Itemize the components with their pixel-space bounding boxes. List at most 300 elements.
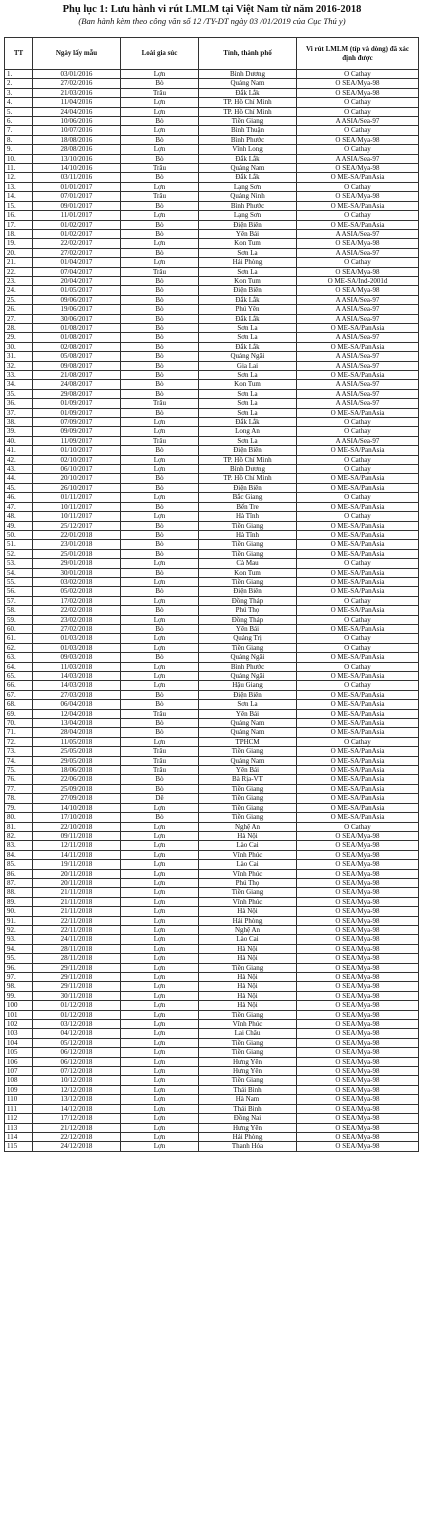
- cell-species: Lợn: [121, 737, 199, 746]
- cell-sample-date: 09/06/2017: [33, 295, 121, 304]
- cell-province: Tiền Giang: [199, 1076, 297, 1085]
- cell-species: Bò: [121, 530, 199, 539]
- cell-virus-type: O ME-SA/PanAsia: [297, 719, 419, 728]
- cell-province: Bình Phước: [199, 135, 297, 144]
- cell-row-number: 19.: [5, 239, 33, 248]
- table-row: [5, 935, 419, 944]
- cell-species: Trâu: [121, 747, 199, 756]
- cell-row-number: 23.: [5, 276, 33, 285]
- cell-sample-date: 27/09/2018: [33, 794, 121, 803]
- table-row: [5, 700, 419, 709]
- cell-virus-type: O SEA/Mya-98: [297, 1085, 419, 1094]
- cell-row-number: 4.: [5, 98, 33, 107]
- cell-sample-date: 20/11/2018: [33, 878, 121, 887]
- cell-virus-type: O SEA/Mya-98: [297, 1104, 419, 1113]
- cell-row-number: 7.: [5, 126, 33, 135]
- cell-sample-date: 29/11/2018: [33, 963, 121, 972]
- cell-species: Lợn: [121, 643, 199, 652]
- cell-row-number: 83.: [5, 841, 33, 850]
- cell-row-number: 27.: [5, 314, 33, 323]
- cell-province: Sơn La: [199, 389, 297, 398]
- cell-row-number: 101: [5, 1010, 33, 1019]
- table-row: [5, 276, 419, 285]
- cell-species: Trâu: [121, 709, 199, 718]
- cell-virus-type: A ASIA/Sea-97: [297, 117, 419, 126]
- table-row: [5, 587, 419, 596]
- cell-sample-date: 06/12/2018: [33, 1048, 121, 1057]
- cell-sample-date: 29/05/2018: [33, 756, 121, 765]
- cell-virus-type: A ASIA/Sea-97: [297, 305, 419, 314]
- cell-row-number: 16.: [5, 211, 33, 220]
- cell-row-number: 6.: [5, 117, 33, 126]
- cell-sample-date: 28/08/2016: [33, 145, 121, 154]
- cell-province: Hậu Giang: [199, 681, 297, 690]
- cell-species: Lợn: [121, 963, 199, 972]
- cell-sample-date: 02/08/2017: [33, 342, 121, 351]
- table-row: [5, 860, 419, 869]
- cell-sample-date: 07/04/2017: [33, 267, 121, 276]
- cell-row-number: 8.: [5, 135, 33, 144]
- cell-row-number: 33.: [5, 371, 33, 380]
- cell-sample-date: 14/12/2018: [33, 1104, 121, 1113]
- cell-province: Hải Phòng: [199, 1132, 297, 1141]
- cell-province: Đắk Lắk: [199, 418, 297, 427]
- cell-row-number: 21.: [5, 258, 33, 267]
- cell-sample-date: 10/06/2016: [33, 117, 121, 126]
- cell-virus-type: O ME-SA/PanAsia: [297, 521, 419, 530]
- cell-species: Lợn: [121, 672, 199, 681]
- cell-virus-type: A ASIA/Sea-97: [297, 361, 419, 370]
- table-row: [5, 850, 419, 859]
- cell-species: Bò: [121, 784, 199, 793]
- table-row: [5, 145, 419, 154]
- cell-province: Hà Nội: [199, 991, 297, 1000]
- cell-sample-date: 18/08/2016: [33, 135, 121, 144]
- cell-row-number: 109: [5, 1085, 33, 1094]
- cell-virus-type: O Cathay: [297, 107, 419, 116]
- cell-row-number: 72.: [5, 737, 33, 746]
- cell-virus-type: O SEA/Mya-98: [297, 925, 419, 934]
- cell-row-number: 112: [5, 1114, 33, 1123]
- cell-province: Bắc Giang: [199, 493, 297, 502]
- cell-sample-date: 26/10/2017: [33, 483, 121, 492]
- cell-province: Quảng Nam: [199, 79, 297, 88]
- cell-species: Bò: [121, 314, 199, 323]
- cell-row-number: 71.: [5, 728, 33, 737]
- table-row: [5, 1132, 419, 1141]
- cell-virus-type: A ASIA/Sea-97: [297, 399, 419, 408]
- table-row: [5, 822, 419, 831]
- cell-province: Sơn La: [199, 248, 297, 257]
- cell-province: Bà Rịa-VT: [199, 775, 297, 784]
- cell-species: Lợn: [121, 831, 199, 840]
- cell-species: Lợn: [121, 878, 199, 887]
- cell-sample-date: 22/12/2018: [33, 1132, 121, 1141]
- cell-row-number: 29.: [5, 333, 33, 342]
- table-row: [5, 841, 419, 850]
- cell-row-number: 82.: [5, 831, 33, 840]
- cell-species: Trâu: [121, 756, 199, 765]
- cell-sample-date: 10/12/2018: [33, 1076, 121, 1085]
- cell-row-number: 99.: [5, 991, 33, 1000]
- cell-species: Bò: [121, 295, 199, 304]
- cell-row-number: 9.: [5, 145, 33, 154]
- cell-virus-type: A ASIA/Sea-97: [297, 333, 419, 342]
- table-row: [5, 1001, 419, 1010]
- cell-species: Trâu: [121, 436, 199, 445]
- cell-virus-type: A ASIA/Sea-97: [297, 389, 419, 398]
- cell-species: Lợn: [121, 1123, 199, 1132]
- table-row: [5, 643, 419, 652]
- cell-row-number: 100: [5, 1001, 33, 1010]
- cell-province: Sơn La: [199, 399, 297, 408]
- table-row: [5, 973, 419, 982]
- cell-virus-type: O Cathay: [297, 465, 419, 474]
- cell-virus-type: O SEA/Mya-98: [297, 935, 419, 944]
- cell-virus-type: O SEA/Mya-98: [297, 1020, 419, 1029]
- cell-sample-date: 11/04/2016: [33, 98, 121, 107]
- cell-sample-date: 21/11/2018: [33, 907, 121, 916]
- cell-virus-type: O ME-SA/PanAsia: [297, 794, 419, 803]
- cell-row-number: 65.: [5, 672, 33, 681]
- table-row: [5, 1123, 419, 1132]
- cell-virus-type: A ASIA/Sea-97: [297, 352, 419, 361]
- cell-province: Sơn La: [199, 323, 297, 332]
- cell-province: Vĩnh Phúc: [199, 869, 297, 878]
- cell-virus-type: O Cathay: [297, 643, 419, 652]
- cell-sample-date: 22/11/2018: [33, 925, 121, 934]
- cell-row-number: 18.: [5, 229, 33, 238]
- table-row: [5, 963, 419, 972]
- cell-province: Tiền Giang: [199, 813, 297, 822]
- cell-row-number: 60.: [5, 624, 33, 633]
- table-row: [5, 954, 419, 963]
- cell-row-number: 92.: [5, 925, 33, 934]
- cell-province: Sơn La: [199, 267, 297, 276]
- cell-province: Hưng Yên: [199, 1123, 297, 1132]
- cell-row-number: 44.: [5, 474, 33, 483]
- header-virus-type: Vi rút LMLM (típ và dòng) đã xác định được: [297, 38, 419, 70]
- cell-province: Hà Nam: [199, 1095, 297, 1104]
- table-row: [5, 427, 419, 436]
- cell-province: Bình Thuận: [199, 126, 297, 135]
- cell-row-number: 87.: [5, 878, 33, 887]
- cell-province: Quảng Ngãi: [199, 653, 297, 662]
- cell-species: Bò: [121, 117, 199, 126]
- cell-row-number: 3.: [5, 88, 33, 97]
- cell-species: Lợn: [121, 455, 199, 464]
- cell-virus-type: O SEA/Mya-98: [297, 907, 419, 916]
- table-row: [5, 794, 419, 803]
- table-row: [5, 672, 419, 681]
- cell-row-number: 113: [5, 1123, 33, 1132]
- cell-province: Sơn La: [199, 371, 297, 380]
- cell-species: Bò: [121, 813, 199, 822]
- cell-virus-type: O SEA/Mya-98: [297, 850, 419, 859]
- cell-sample-date: 01/02/2017: [33, 220, 121, 229]
- cell-virus-type: O SEA/Mya-98: [297, 1114, 419, 1123]
- table-row: [5, 1142, 419, 1151]
- cell-species: Lợn: [121, 126, 199, 135]
- cell-sample-date: 09/01/2017: [33, 201, 121, 210]
- cell-virus-type: O SEA/Mya-98: [297, 878, 419, 887]
- cell-row-number: 14.: [5, 192, 33, 201]
- table-row: [5, 690, 419, 699]
- cell-species: Lợn: [121, 925, 199, 934]
- cell-virus-type: O SEA/Mya-98: [297, 982, 419, 991]
- cell-province: Đồng Tháp: [199, 615, 297, 624]
- cell-virus-type: O SEA/Mya-98: [297, 1038, 419, 1047]
- cell-sample-date: 09/09/2017: [33, 427, 121, 436]
- cell-species: Lợn: [121, 1038, 199, 1047]
- cell-row-number: 41.: [5, 446, 33, 455]
- cell-province: Tiền Giang: [199, 747, 297, 756]
- cell-row-number: 40.: [5, 436, 33, 445]
- cell-sample-date: 14/10/2016: [33, 164, 121, 173]
- cell-species: Lợn: [121, 1020, 199, 1029]
- cell-province: Hưng Yên: [199, 1057, 297, 1066]
- cell-species: Lợn: [121, 98, 199, 107]
- cell-virus-type: O Cathay: [297, 418, 419, 427]
- cell-row-number: 11.: [5, 164, 33, 173]
- cell-virus-type: O Cathay: [297, 258, 419, 267]
- cell-species: Dê: [121, 794, 199, 803]
- table-row: [5, 399, 419, 408]
- cell-sample-date: 20/10/2017: [33, 474, 121, 483]
- cell-virus-type: O ME-SA/PanAsia: [297, 201, 419, 210]
- table-row: [5, 916, 419, 925]
- cell-sample-date: 01/03/2018: [33, 643, 121, 652]
- cell-row-number: 17.: [5, 220, 33, 229]
- cell-province: Sơn La: [199, 700, 297, 709]
- cell-sample-date: 24/11/2018: [33, 935, 121, 944]
- cell-sample-date: 14/03/2018: [33, 672, 121, 681]
- cell-province: Gia Lai: [199, 361, 297, 370]
- cell-virus-type: O ME-SA/PanAsia: [297, 775, 419, 784]
- cell-province: Bình Phước: [199, 201, 297, 210]
- cell-species: Bò: [121, 220, 199, 229]
- cell-sample-date: 21/03/2016: [33, 88, 121, 97]
- cell-sample-date: 07/01/2017: [33, 192, 121, 201]
- cell-province: Điện Biên: [199, 286, 297, 295]
- cell-province: Lạng Sơn: [199, 211, 297, 220]
- cell-province: Phú Thọ: [199, 878, 297, 887]
- cell-species: Bò: [121, 653, 199, 662]
- cell-province: Sơn La: [199, 333, 297, 342]
- cell-virus-type: O Cathay: [297, 493, 419, 502]
- cell-row-number: 115: [5, 1142, 33, 1151]
- cell-species: Bò: [121, 690, 199, 699]
- cell-species: Lợn: [121, 991, 199, 1000]
- cell-sample-date: 22/11/2018: [33, 916, 121, 925]
- cell-species: Lợn: [121, 615, 199, 624]
- cell-virus-type: O ME-SA/PanAsia: [297, 624, 419, 633]
- cell-province: Quảng Nam: [199, 164, 297, 173]
- cell-virus-type: O Cathay: [297, 126, 419, 135]
- table-row: [5, 295, 419, 304]
- cell-row-number: 49.: [5, 521, 33, 530]
- cell-species: Lợn: [121, 803, 199, 812]
- cell-virus-type: O SEA/Mya-98: [297, 973, 419, 982]
- cell-province: Vĩnh Phúc: [199, 850, 297, 859]
- cell-species: Bò: [121, 700, 199, 709]
- cell-species: Lợn: [121, 916, 199, 925]
- cell-sample-date: 04/12/2018: [33, 1029, 121, 1038]
- cell-province: Thái Bình: [199, 1085, 297, 1094]
- cell-province: Tiền Giang: [199, 117, 297, 126]
- cell-virus-type: O Cathay: [297, 615, 419, 624]
- cell-row-number: 66.: [5, 681, 33, 690]
- header-sample-date: Ngày lấy mẫu: [33, 38, 121, 70]
- table-row: [5, 1076, 419, 1085]
- cell-row-number: 63.: [5, 653, 33, 662]
- cell-species: Lợn: [121, 954, 199, 963]
- table-row: [5, 831, 419, 840]
- cell-virus-type: O SEA/Mya-98: [297, 1095, 419, 1104]
- cell-row-number: 103: [5, 1029, 33, 1038]
- document-subtitle: (Ban hành kèm theo công văn số 12 /TY-DT ngày 03 /01/2019 của Cục Thú y): [78, 16, 346, 26]
- cell-species: Lợn: [121, 493, 199, 502]
- cell-virus-type: O Cathay: [297, 70, 419, 79]
- cell-species: Lợn: [121, 850, 199, 859]
- cell-province: Kon Tum: [199, 276, 297, 285]
- cell-species: Bò: [121, 248, 199, 257]
- table-row: [5, 888, 419, 897]
- table-row: [5, 229, 419, 238]
- cell-sample-date: 28/11/2018: [33, 944, 121, 953]
- cell-virus-type: O SEA/Mya-98: [297, 88, 419, 97]
- cell-species: Bò: [121, 154, 199, 163]
- cell-species: Lợn: [121, 822, 199, 831]
- cell-sample-date: 05/02/2018: [33, 587, 121, 596]
- cell-sample-date: 12/12/2018: [33, 1085, 121, 1094]
- cell-province: Điện Biên: [199, 483, 297, 492]
- cell-species: Trâu: [121, 192, 199, 201]
- table-row: [5, 107, 419, 116]
- cell-virus-type: O Cathay: [297, 512, 419, 521]
- cell-species: Bò: [121, 333, 199, 342]
- cell-virus-type: O SEA/Mya-98: [297, 267, 419, 276]
- cell-sample-date: 21/12/2018: [33, 1123, 121, 1132]
- cell-virus-type: O SEA/Mya-98: [297, 1123, 419, 1132]
- cell-species: Bò: [121, 229, 199, 238]
- cell-species: Lợn: [121, 1010, 199, 1019]
- table-row: [5, 286, 419, 295]
- cell-sample-date: 21/08/2017: [33, 371, 121, 380]
- table-row: [5, 982, 419, 991]
- cell-province: Yên Bái: [199, 229, 297, 238]
- cell-sample-date: 01/12/2018: [33, 1010, 121, 1019]
- cell-species: Bò: [121, 135, 199, 144]
- cell-virus-type: O Cathay: [297, 662, 419, 671]
- cell-sample-date: 11/03/2018: [33, 662, 121, 671]
- cell-virus-type: O ME-SA/PanAsia: [297, 220, 419, 229]
- table-row: [5, 869, 419, 878]
- cell-species: Bò: [121, 624, 199, 633]
- cell-province: Đồng Tháp: [199, 596, 297, 605]
- cell-species: Lợn: [121, 897, 199, 906]
- cell-sample-date: 02/10/2017: [33, 455, 121, 464]
- cell-row-number: 59.: [5, 615, 33, 624]
- table-row: [5, 192, 419, 201]
- cell-species: Lợn: [121, 596, 199, 605]
- table-row: [5, 1048, 419, 1057]
- table-row: [5, 502, 419, 511]
- cell-virus-type: A ASIA/Sea-97: [297, 295, 419, 304]
- cell-row-number: 79.: [5, 803, 33, 812]
- table-row: [5, 615, 419, 624]
- cell-province: Lào Cai: [199, 841, 297, 850]
- cell-province: Hà Nội: [199, 982, 297, 991]
- cell-virus-type: O SEA/Mya-98: [297, 860, 419, 869]
- cell-virus-type: O SEA/Mya-98: [297, 79, 419, 88]
- cell-virus-type: O ME-SA/PanAsia: [297, 803, 419, 812]
- cell-species: Lợn: [121, 145, 199, 154]
- cell-species: Lợn: [121, 512, 199, 521]
- cell-row-number: 78.: [5, 794, 33, 803]
- cell-row-number: 10.: [5, 154, 33, 163]
- table-row: [5, 352, 419, 361]
- cell-sample-date: 09/08/2017: [33, 361, 121, 370]
- cell-species: Bò: [121, 276, 199, 285]
- cell-sample-date: 01/08/2017: [33, 333, 121, 342]
- table-row: [5, 267, 419, 276]
- table-row: [5, 333, 419, 342]
- cell-sample-date: 01/09/2017: [33, 399, 121, 408]
- cell-row-number: 64.: [5, 662, 33, 671]
- cell-province: Hà Tĩnh: [199, 512, 297, 521]
- cell-sample-date: 28/04/2018: [33, 728, 121, 737]
- cell-sample-date: 30/01/2018: [33, 568, 121, 577]
- table-row: [5, 1038, 419, 1047]
- cell-sample-date: 24/08/2017: [33, 380, 121, 389]
- cell-species: Lợn: [121, 418, 199, 427]
- cell-province: Cà Mau: [199, 559, 297, 568]
- table-row: [5, 135, 419, 144]
- table-row: [5, 455, 419, 464]
- cell-virus-type: O Cathay: [297, 98, 419, 107]
- cell-row-number: 35.: [5, 389, 33, 398]
- cell-province: Quảng Nam: [199, 756, 297, 765]
- cell-species: Lợn: [121, 1076, 199, 1085]
- cell-virus-type: O SEA/Mya-98: [297, 1057, 419, 1066]
- cell-province: Tiền Giang: [199, 1048, 297, 1057]
- cell-province: Đắk Lắk: [199, 295, 297, 304]
- table-row: [5, 1104, 419, 1113]
- cell-row-number: 74.: [5, 756, 33, 765]
- cell-virus-type: A ASIA/Sea-97: [297, 154, 419, 163]
- cell-sample-date: 17/12/2018: [33, 1114, 121, 1123]
- cell-row-number: 69.: [5, 709, 33, 718]
- table-row: [5, 1057, 419, 1066]
- table-row: [5, 474, 419, 483]
- cell-province: Đắk Lắk: [199, 154, 297, 163]
- table-row: [5, 549, 419, 558]
- cell-sample-date: 17/10/2018: [33, 813, 121, 822]
- table-row: [5, 530, 419, 539]
- cell-province: Sơn La: [199, 436, 297, 445]
- cell-species: Bò: [121, 483, 199, 492]
- cell-sample-date: 21/11/2018: [33, 888, 121, 897]
- cell-virus-type: O SEA/Mya-98: [297, 1010, 419, 1019]
- table-row: [5, 709, 419, 718]
- cell-row-number: 67.: [5, 690, 33, 699]
- table-row: [5, 1114, 419, 1123]
- cell-row-number: 15.: [5, 201, 33, 210]
- table-row: [5, 1067, 419, 1076]
- cell-virus-type: O SEA/Mya-98: [297, 286, 419, 295]
- cell-species: Bò: [121, 173, 199, 182]
